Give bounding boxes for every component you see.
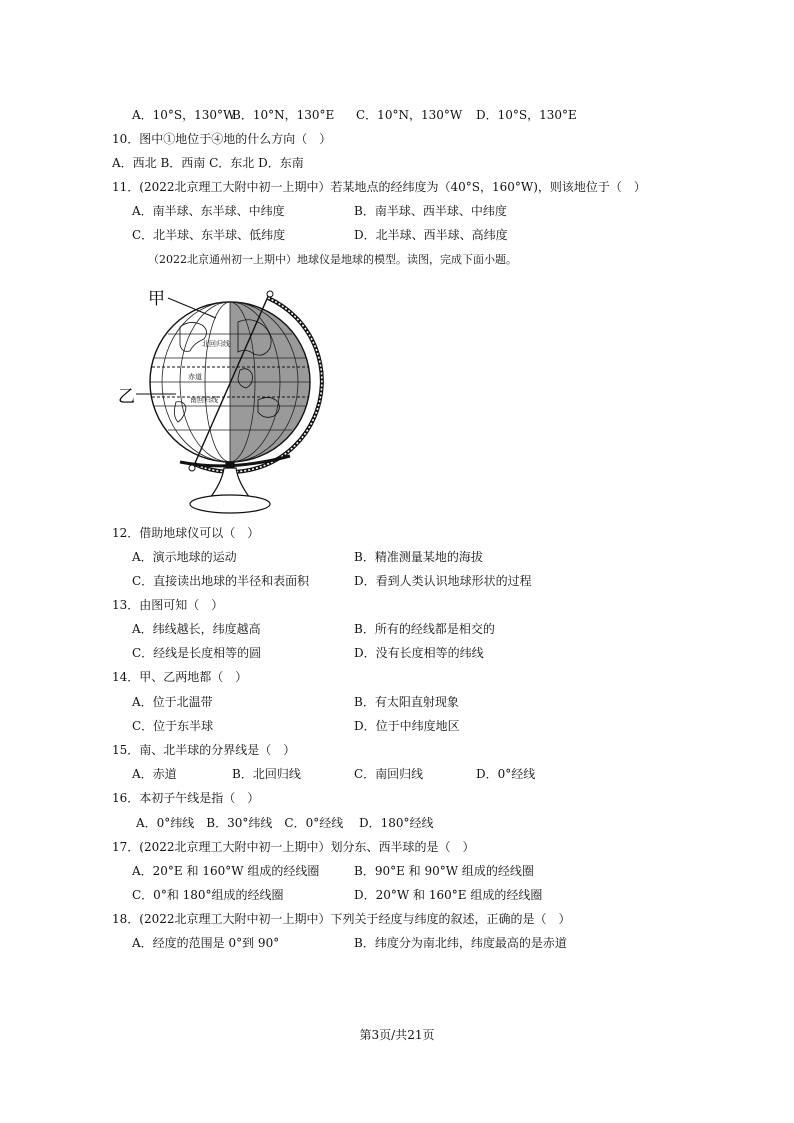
q11-option-d: D．北半球、西半球、高纬度	[354, 228, 508, 242]
q13-option-a: A．纬线越长，纬度越高	[132, 622, 261, 636]
globe-figure	[118, 282, 340, 522]
q12-stem: 12．借助地球仪可以（ ）	[112, 526, 260, 540]
q9-option-b: B．10°N，130°E	[232, 108, 335, 122]
q10-stem: 10．图中①地位于④地的什么方向（ ）	[112, 132, 332, 146]
q15-option-d: D．0°经线	[476, 767, 536, 781]
q12-option-c: C．直接读出地球的半径和表面积	[132, 574, 310, 588]
q17-option-c: C．0°和 180°组成的经线圈	[132, 888, 284, 902]
q17-option-d: D．20°W 和 160°E 组成的经线圈	[354, 888, 543, 902]
q18-stem: 18．(2022北京理工大附中初一上期中）下列关于经度与纬度的叙述，正确的是（ ）	[112, 912, 571, 926]
q18-option-a: A．经度的范围是 0°到 90°	[132, 936, 280, 950]
q14-option-c: C．位于东半球	[132, 719, 214, 733]
label-jia: 甲	[148, 289, 165, 309]
label-tropic-cancer: 北回归线	[202, 340, 230, 348]
q15-option-b: B．北回归线	[232, 767, 301, 781]
q14-option-d: D．位于中纬度地区	[354, 719, 460, 733]
q16-options: A．0°纬线 B．30°纬线 C．0°经线 D．180°经线	[136, 816, 434, 830]
q10-options: A．西北 B．西南 C．东北 D．东南	[112, 156, 304, 170]
q11-option-b: B．南半球、西半球、中纬度	[354, 204, 507, 218]
q11-option-a: A．南半球、东半球、中纬度	[132, 204, 285, 218]
q13-option-c: C．经线是长度相等的圆	[132, 646, 262, 660]
q9-option-a: A．10°S，130°W	[132, 108, 236, 122]
q17-stem: 17．(2022北京理工大附中初一上期中）划分东、西半球的是（ ）	[112, 840, 475, 854]
q15-option-a: A．赤道	[132, 767, 177, 781]
q14-stem: 14．甲、乙两地都（ ）	[112, 670, 248, 684]
label-equator: 赤道	[188, 373, 202, 381]
q12-option-b: B．精准测量某地的海拔	[354, 550, 483, 564]
q15-option-c: C．南回归线	[354, 767, 424, 781]
q11-option-c: C．北半球、东半球、低纬度	[132, 228, 286, 242]
page-footer: 第3页/共21页	[359, 1028, 435, 1042]
q9-option-d: D．10°S，130°E	[476, 108, 577, 122]
q14-option-a: A．位于北温带	[132, 695, 213, 709]
q16-stem: 16．本初子午线是指（ ）	[112, 791, 260, 805]
q13-option-b: B．所有的经线都是相交的	[354, 622, 495, 636]
q15-stem: 15．南、北半球的分界线是（ ）	[112, 743, 296, 757]
q13-stem: 13．由图可知（ ）	[112, 598, 224, 612]
label-yi: 乙	[118, 387, 135, 407]
q12-option-d: D．看到人类认识地球形状的过程	[354, 574, 532, 588]
q17-option-a: A．20°E 和 160°W 组成的经线圈	[132, 864, 320, 878]
q12-option-a: A．演示地球的运动	[132, 550, 237, 564]
pointer-jia	[168, 298, 216, 318]
q18-option-b: B．纬度分为南北纬，纬度最高的是赤道	[354, 936, 567, 950]
q13-option-d: D．没有长度相等的纬线	[354, 646, 484, 660]
label-tropic-capricorn: 南回归线	[190, 396, 218, 404]
figure-intro: （2022北京通州初一上期中）地球仪是地球的模型。读图，完成下面小题。	[148, 253, 517, 266]
q11-stem: 11．(2022北京理工大附中初一上期中）若某地点的经纬度为（40°S，160°W)，则该地位于（ ）	[112, 180, 646, 194]
q9-option-c: C．10°N，130°W	[356, 108, 463, 122]
q14-option-b: B．有太阳直射现象	[354, 695, 459, 709]
q17-option-b: B．90°E 和 90°W 组成的经线圈	[354, 864, 534, 878]
